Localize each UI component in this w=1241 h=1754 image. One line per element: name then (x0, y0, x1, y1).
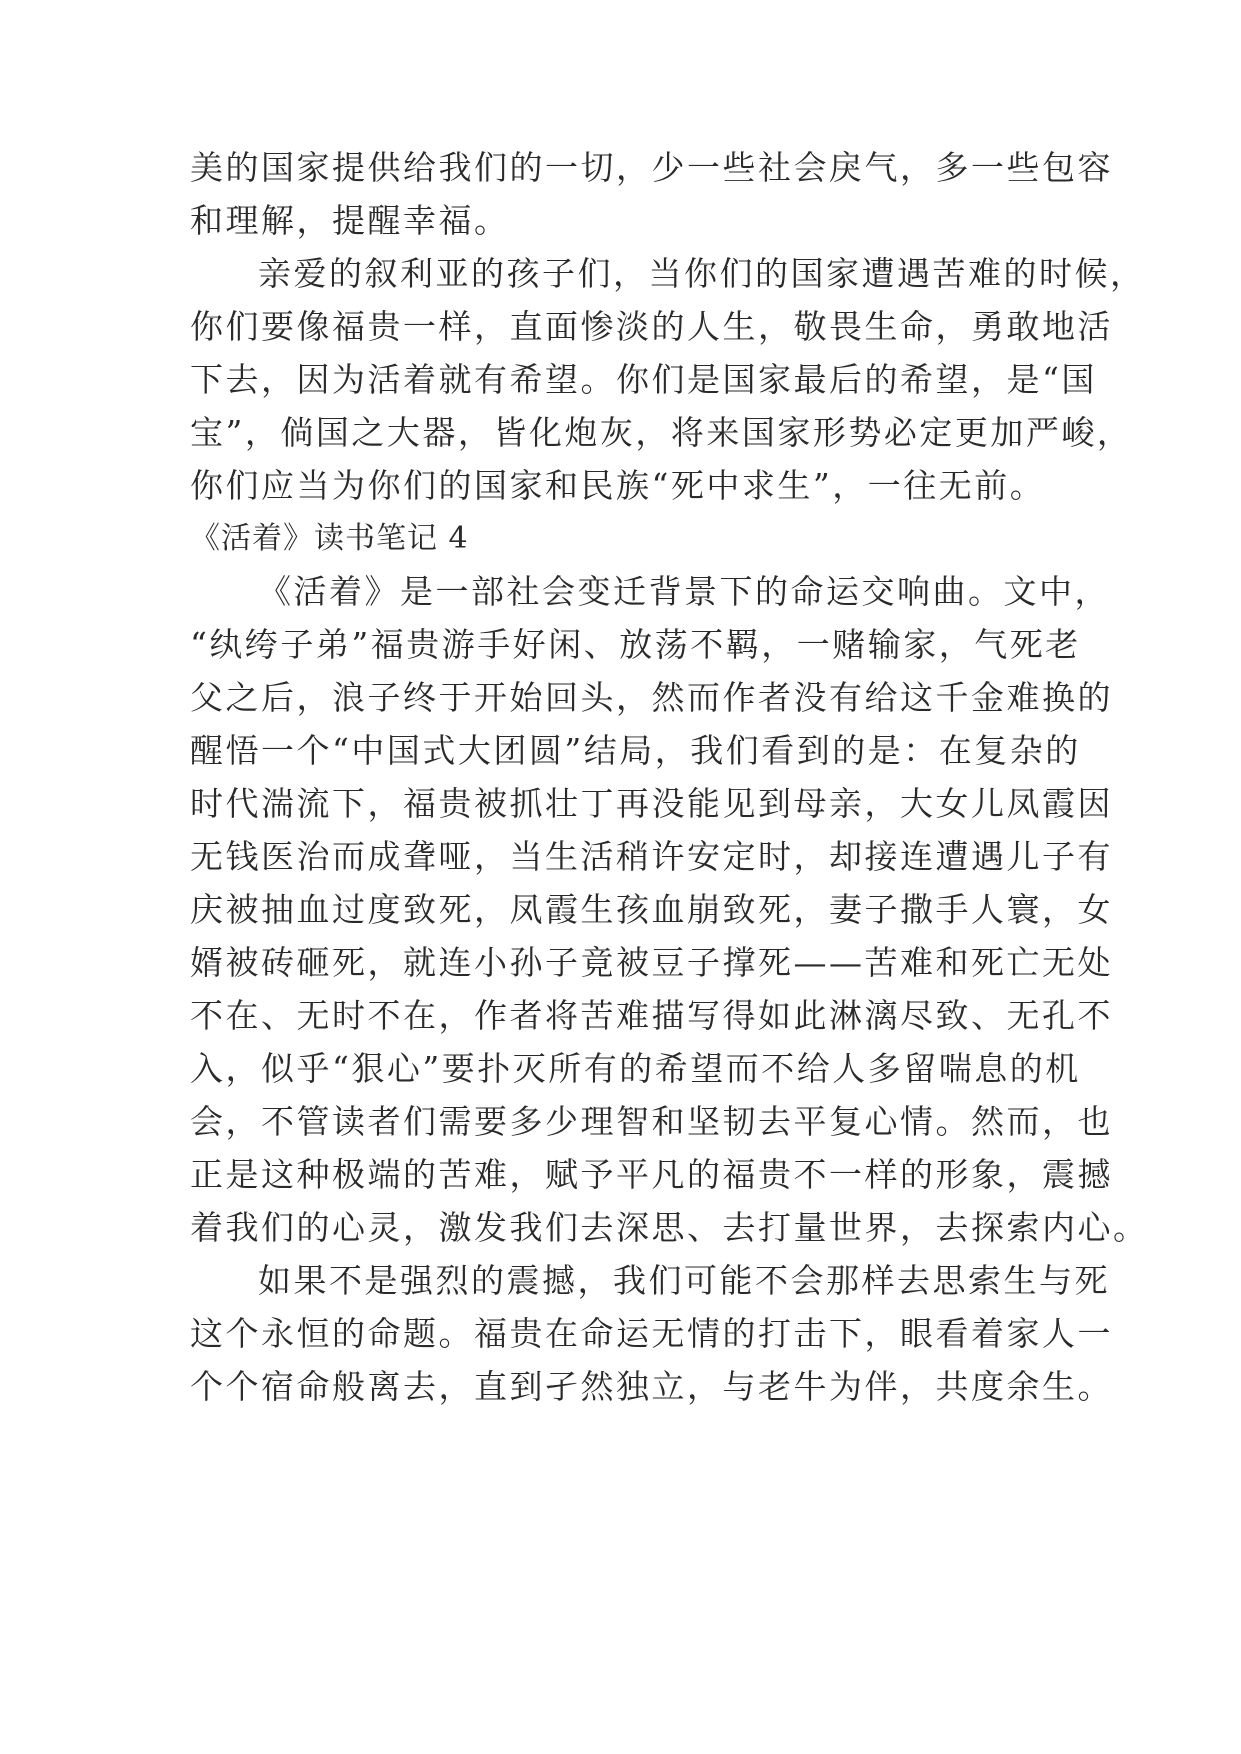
paragraph-line: 下去，因为活着就有希望。你们是国家最后的希望，是“国 (190, 360, 1097, 399)
paragraph-line: 醒悟一个“中国式大团圆”结局，我们看到的是：在复杂的 (190, 731, 1081, 770)
paragraph-line: 和理解，提醒幸福。 (190, 201, 510, 240)
paragraph-line: 个个宿命般离去，直到孑然独立，与老牛为伴，共度余生。 (190, 1367, 1113, 1406)
paragraph-line: 你们要像福贵一样，直面惨淡的人生，敬畏生命，勇敢地活 (190, 307, 1113, 346)
paragraph-line: 亲爱的叙利亚的孩子们，当你们的国家遭遇苦难的时候， (258, 254, 1146, 293)
paragraph-line: 正是这种极端的苦难，赋予平凡的福贵不一样的形象，震撼 (190, 1155, 1113, 1194)
paragraph-line: 这个永恒的命题。福贵在命运无情的打击下，眼看着家人一 (190, 1314, 1113, 1353)
paragraph-line: 无钱医治而成聋哑，当生活稍许安定时，却接连遭遇儿子有 (190, 837, 1113, 876)
paragraph-line: 宝”，倘国之大器，皆化炮灰，将来国家形势必定更加严峻， (190, 413, 1133, 452)
paragraph-line: 你们应当为你们的国家和民族“死中求生”，一往无前。 (190, 466, 1046, 505)
paragraph-line: 父之后，浪子终于开始回头，然而作者没有给这千金难换的 (190, 678, 1113, 717)
paragraph-line: 庆被抽血过度致死，凤霞生孩血崩致死，妻子撒手人寰，女 (190, 890, 1113, 929)
paragraph-line: 时代湍流下，福贵被抓壮丁再没能见到母亲，大女儿凤霞因 (190, 784, 1113, 823)
paragraph-line: 着我们的心灵，激发我们去深思、去打量世界，去探索内心。 (190, 1208, 1149, 1247)
paragraph-line: “纨绔子弟”福贵游手好闲、放荡不羁，一赌输家，气死老 (190, 625, 1081, 664)
paragraph-line: 如果不是强烈的震撼，我们可能不会那样去思索生与死 (258, 1261, 1110, 1300)
paragraph-line: 《活着》是一部社会变迁背景下的命运交响曲。文中， (258, 572, 1110, 611)
section-heading: 《活着》读书笔记 4 (190, 521, 469, 556)
paragraph-line: 会，不管读者们需要多少理智和坚韧去平复心情。然而，也 (190, 1102, 1113, 1141)
paragraph-line: 美的国家提供给我们的一切，少一些社会戾气，多一些包容 (190, 148, 1113, 187)
paragraph-line: 不在、无时不在，作者将苦难描写得如此淋漓尽致、无孔不 (190, 996, 1113, 1035)
paragraph-line: 入，似乎“狠心”要扑灭所有的希望而不给人多留喘息的机 (190, 1049, 1081, 1088)
paragraph-line: 婿被砖砸死，就连小孙子竟被豆子撑死——苦难和死亡无处 (190, 943, 1113, 982)
